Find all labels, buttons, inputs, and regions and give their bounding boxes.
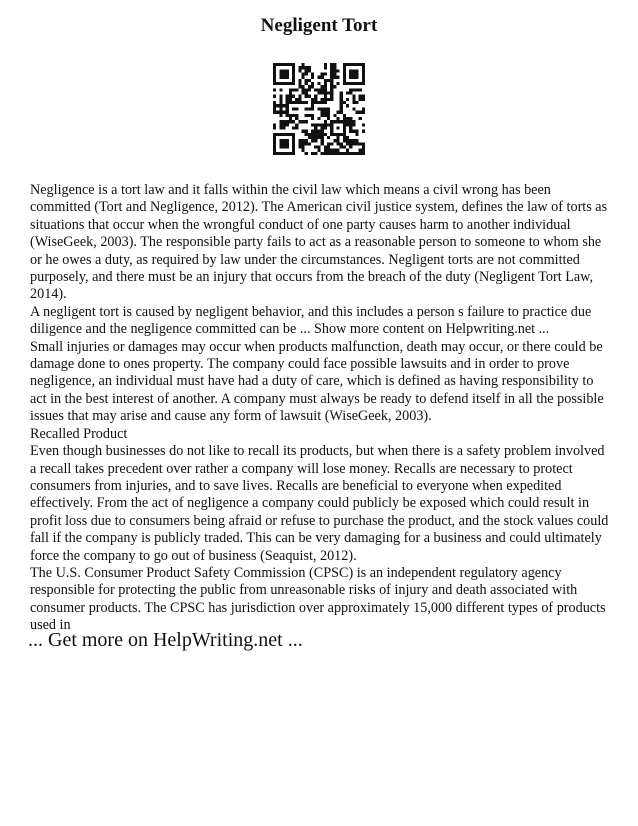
qr-code-graphic [273, 63, 365, 155]
get-more-link[interactable]: ... Get more on HelpWriting.net ... [28, 629, 303, 651]
paragraph-negligent-tort-cause: A negligent tort is caused by negligent behavior, and this includes a person s failure to practice due diligence and the negligence committed can be ... Show more content on Helpwriting.net ... [30, 303, 592, 338]
paragraph-negligence-definition: Negligence is a tort law and it falls within the civil law which means a civil wrong has been committed (Tort and Negligence, 2012). The American civil justice system, defines the law of torts as situations that occur when the wrongful conduct of one party causes harm to another individual (WiseGeek, 2003). The responsible party fails to act as a reasonable person to someone to whom she or he owes a duty, as required by law under the circumstances. Negligent torts are not committed purposely, and there must be an injury that occurs from the breach of the duty (Negligent Tort Law, 2014). [30, 182, 608, 303]
paragraph-recalls: Even though businesses do not like to recall its products, but when there is a safety problem involved a recall takes precedent over rather a company will lose money. Recalls are necessary to protect consumers from injuries, and to save lives. Recalls are beneficial to everyone when expedited effectively. From the act of negligence a company could publicly be exposed which could result in profit loss due to consumers being afraid or refuse to purchase the product, and the stock values could fall if the company is publicly traded. This can be very damaging for a business and could ultimately force the company to go out of business (Seaquist, 2012). [30, 443, 609, 564]
document-body [30, 182, 610, 635]
section-heading-recalled-product: Recalled Product [30, 425, 128, 442]
qr-code[interactable] [273, 63, 365, 155]
document-title: Negligent Tort [260, 15, 378, 36]
paragraph-cpsc: The U.S. Consumer Product Safety Commission (CPSC) is an independent regulatory agency responsible for protecting the public from unreasonable risks of injury and death associated with consumer products. The CPSC has jurisdiction over approximately 15,000 different types of products used in [30, 564, 606, 634]
paragraph-product-damages: Small injuries or damages may occur when products malfunction, death may occur, or there could be damage done to ones property. The company could face possible lawsuits and in order to prove negligence, an individual must have had a duty of care, which is defined as having responsibility to act in the best interest of another. A company must always be ready to defend itself in all the possible issues that may arise and cause any form of lawsuit (WiseGeek, 2003). [30, 338, 604, 425]
